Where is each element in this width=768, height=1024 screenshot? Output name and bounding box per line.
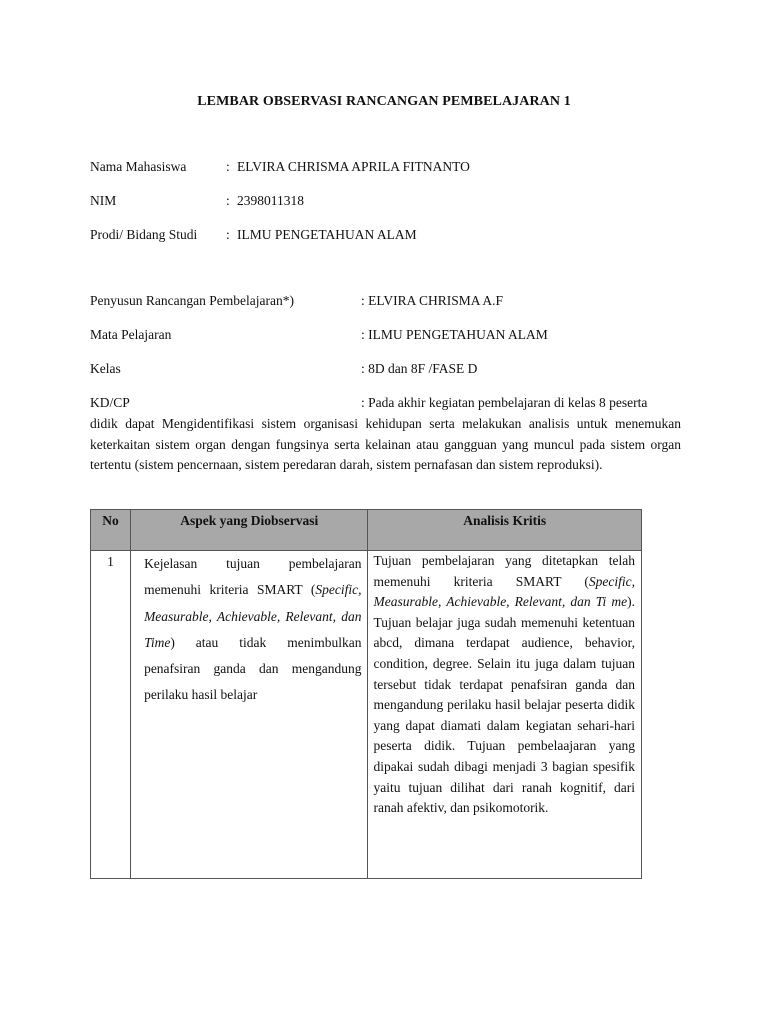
- header-analisis: Analisis Kritis: [368, 510, 642, 551]
- kdcp-value-start: : Pada akhir kegiatan pembelajaran di kelas 8 peserta: [361, 395, 648, 410]
- analisis-text: Tujuan pembelajaran yang ditetapkan telah memenuhi kriteria SMART (Specific, Measurable, Achievable, Relevant, dan Ti me). Tujuan belajar juga sudah memenuhi ketentuan abcd, dimana terdapat audience, behavior, condition, degree. Selain itu juga dalam tujuan tersebut tidak terdapat penafsiran ganda dan mengandung perilaku hasil belajar peserta didik yang dapat diamati dalam kegiatan sehari-hari peserta didik. Tujuan pembelaajaran yang dipakai sudah dibagi menjadi 3 bagian spesifik yaitu tujuan dilihat dari ranah kognitif, dari ranah afektiv, dan psikomotorik.: [373, 553, 635, 816]
- row-number: 1: [91, 551, 131, 879]
- lesson-value: : 8D dan 8F /FASE D: [361, 361, 478, 376]
- kdcp-first-line: [90, 393, 681, 414]
- header-no: No: [91, 510, 131, 551]
- identity-label: NIM: [90, 193, 117, 208]
- observation-table: [90, 509, 642, 879]
- lesson-label: Kelas: [90, 361, 121, 376]
- table-header-row: [91, 510, 642, 551]
- identity-label: Prodi/ Bidang Studi: [90, 227, 198, 242]
- lesson-value: : ELVIRA CHRISMA A.F: [361, 293, 504, 308]
- kdcp-paragraph: [90, 393, 681, 476]
- identity-separator: :: [226, 227, 230, 242]
- identity-value: ELVIRA CHRISMA APRILA FITNANTO: [237, 159, 470, 174]
- kdcp-label: KD/CP: [90, 395, 130, 410]
- identity-value: 2398011318: [237, 193, 304, 208]
- header-aspek: Aspek yang Diobservasi: [131, 510, 368, 551]
- table-row: [91, 551, 642, 879]
- analisis-cell: [368, 551, 642, 879]
- kdcp-value-rest: didik dapat Mengidentifikasi sistem organisasi kehidupan serta melakukan analisis untuk menemukan keterkaitan sistem organ dengan fungsinya serta kelainan atau gangguan yang muncul pada sistem organ tertentu (sistem pencernaan, sistem peredaran darah, sistem pernafasan dan sistem reproduksi).: [90, 415, 681, 473]
- document-title: LEMBAR OBSERVASI RANCANGAN PEMBELAJARAN 1: [197, 94, 571, 109]
- identity-value: ILMU PENGETAHUAN ALAM: [237, 227, 417, 242]
- lesson-label: Mata Pelajaran: [90, 327, 172, 342]
- identity-label: Nama Mahasiswa: [90, 159, 187, 174]
- identity-separator: :: [226, 159, 230, 174]
- lesson-value: : ILMU PENGETAHUAN ALAM: [361, 327, 548, 342]
- lesson-label: Penyusun Rancangan Pembelajaran*): [90, 293, 294, 308]
- aspek-cell: [131, 551, 368, 879]
- aspek-text: Kejelasan tujuan pembelajaran memenuhi kriteria SMART (Specific, Measurable, Achievable, Relevant, dan Time) atau tidak menimbulkan penafsiran ganda dan mengandung perilaku hasil belajar: [144, 556, 362, 703]
- identity-separator: :: [226, 193, 230, 208]
